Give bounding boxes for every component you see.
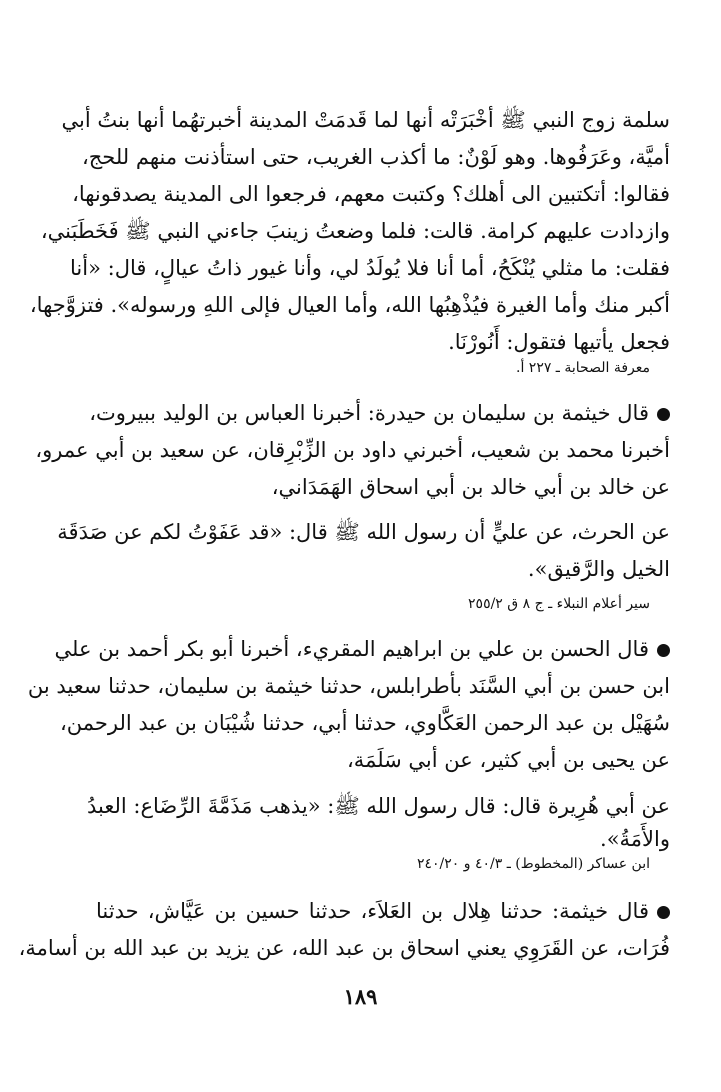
text-line: أميَّة، وعَرَفُوها. وهو لَوْنٌ: ما أكذب الغريب، حتى استأذنت منهم للحج، [81, 145, 670, 169]
bullet-icon [657, 408, 670, 421]
text-line-content: قال خيثمة بن سليمان بن حيدرة: أخبرنا العباس بن الوليد ببيروت، [89, 401, 649, 425]
source-citation: ابن عساكر (المخطوط) ـ ٤٠/٣ و ٢٤٠/٢٠ [417, 856, 650, 872]
text-line [54, 632, 670, 666]
text-line: فقلت: ما مثلي يُنْكَحُ، أما أنا فلا يُولَدُ لي، وأنا غيور ذاتُ عيالٍ، قال: «أنا [70, 256, 670, 280]
text-line: عن أبي هُرِيرة قال: قال رسول الله ﷺ: «يذهب مَذَمَّةَ الرِّضَاع: العبدُ [87, 794, 670, 818]
source-citation: معرفة الصحابة ـ ٢٢٧ أ. [516, 360, 650, 376]
bullet-icon [657, 906, 670, 919]
text-line-content: قال خيثمة: حدثنا هِلال بن العَلاَء، حدثنا حسين بن عَيَّاش، حدثنا [96, 899, 649, 923]
text-line: سلمة زوج النبي ﷺ أخْبَرَتْه أنها لما قَدمَتْ المدينة أخبرتهُما أنها بنتُ أبي [61, 108, 670, 132]
text-line: أخبرنا محمد بن شعيب، أخبرني داود بن الزِّبْرِقان، عن سعيد بن أبي عمرو، [35, 438, 670, 462]
text-line: عن الحرث، عن عليٍّ أن رسول الله ﷺ قال: «قد عَفَوْتُ لكم عن صَدَقَة [57, 520, 670, 544]
source-citation: سير أعلام النبلاء ـ ج ٨ ق ٢٥٥/٢ [468, 596, 650, 612]
text-line: عن خالد بن أبي خالد بن أبي اسحاق الهَمَدَاني، [271, 475, 670, 499]
text-line: فُرَات، عن القَرَوِي يعني اسحاق بن عبد الله، عن يزيد بن عبد الله بن أسامة، [18, 936, 670, 960]
text-line: ابن حسن بن أبي السَّنَد بأطرابلس، حدثنا خيثمة بن سليمان، حدثنا سعيد بن [27, 674, 670, 698]
text-line: فقالوا: أتكتبين الى أهلك؟ وكتبت معهم، فرجعوا الى المدينة يصدقونها، [72, 182, 670, 206]
text-line: أكبر منك وأما الغيرة فيُذْهِبُها الله، وأما العيال فإلى اللهِ ورسوله». فتزوَّجها، [29, 293, 670, 317]
text-line: وازدادت عليهم كرامة. قالت: فلما وضعتُ زينبَ جاءني النبي ﷺ فَخَطَبَني، [40, 219, 670, 243]
text-line: فجعل يأتيها فتقول: أَنُورْنَا. [448, 330, 670, 354]
text-line [89, 396, 670, 430]
page-number: ١٨٩ [343, 984, 378, 1009]
text-line [96, 894, 670, 928]
bullet-icon [657, 644, 670, 657]
text-line: سُهَيْل بن عبد الرحمن العَكَّاوي، حدثنا أبي، حدثنا شُيْبَان بن عبد الرحمن، [60, 711, 670, 735]
text-line-content: قال الحسن بن علي بن ابراهيم المقريء، أخبرنا أبو بكر أحمد بن علي [54, 637, 649, 661]
text-line: عن يحيى بن أبي كثير، عن أبي سَلَمَة، [347, 748, 670, 772]
text-line: الخيل والرَّقيق». [527, 557, 670, 581]
text-line: والأَمَةُ». [600, 827, 670, 851]
